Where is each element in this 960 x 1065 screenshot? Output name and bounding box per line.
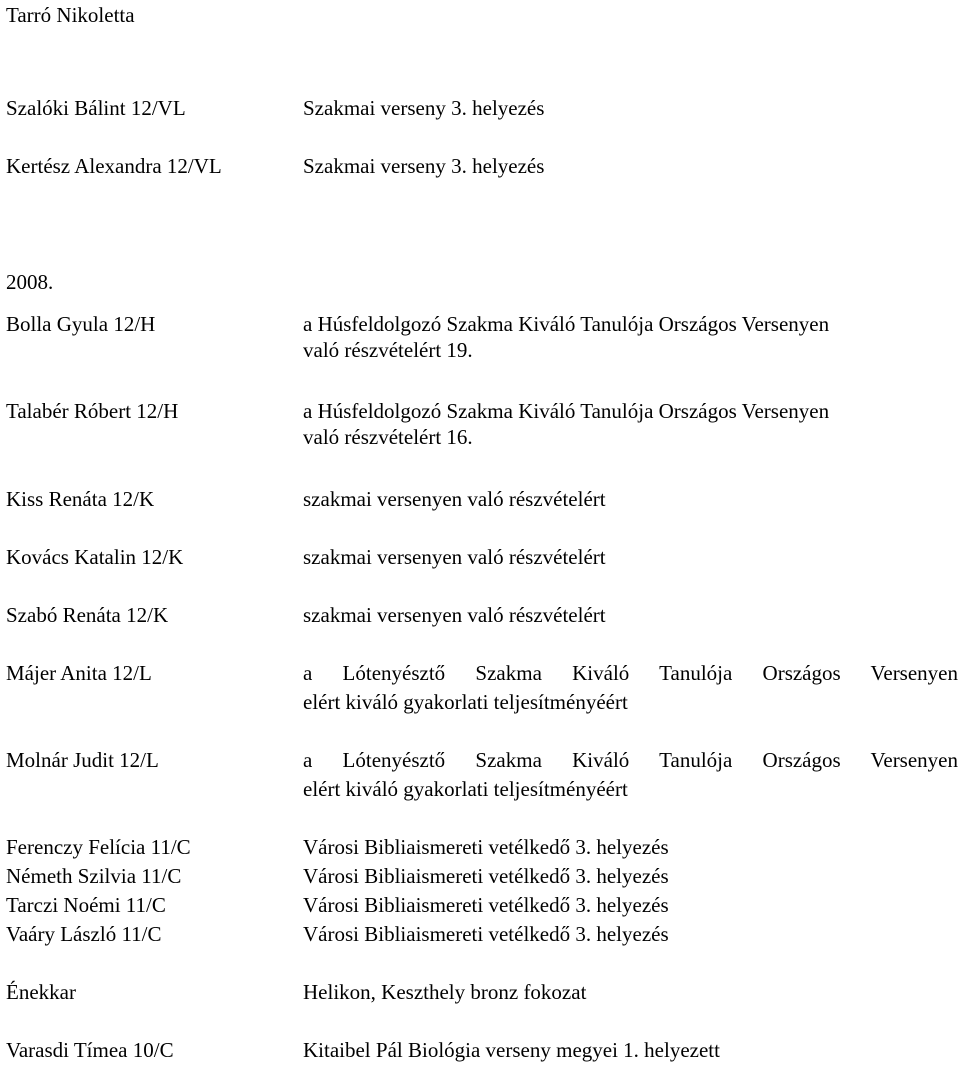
student-name: Májer Anita 12/L [6, 661, 152, 685]
achievement-text: elért kiváló gyakorlati teljesítményéért [303, 777, 628, 801]
teacher-name: Tarró Nikoletta [6, 3, 135, 27]
student-name: Szabó Renáta 12/K [6, 603, 169, 627]
student-name: Kiss Renáta 12/K [6, 487, 155, 511]
student-name: Molnár Judit 12/L [6, 748, 159, 772]
achievement-text: Kitaibel Pál Biológia verseny megyei 1. helyezett [303, 1038, 720, 1062]
student-name: Vaáry László 11/C [6, 922, 162, 946]
student-name: Kertész Alexandra 12/VL [6, 154, 222, 178]
achievement-text: való részvételért 19. [303, 338, 473, 362]
achievement-text: Városi Bibliaismereti vetélkedő 3. helyezés [303, 835, 669, 859]
achievement-text: a Húsfeldolgozó Szakma Kiváló Tanulója Országos Versenyen [303, 312, 830, 336]
year-heading: 2008. [6, 270, 54, 294]
student-name: Tarczi Noémi 11/C [6, 893, 166, 917]
achievement-text: a Húsfeldolgozó Szakma Kiváló Tanulója Országos Versenyen [303, 399, 830, 423]
student-name: Ferenczy Felícia 11/C [6, 835, 191, 859]
achievement-text: való részvételért 16. [303, 425, 473, 449]
achievement-text: Városi Bibliaismereti vetélkedő 3. helyezés [303, 893, 669, 917]
achievement-text: szakmai versenyen való részvételért [303, 487, 606, 511]
student-name: Németh Szilvia 11/C [6, 864, 182, 888]
student-name: Szalóki Bálint 12/VL [6, 96, 186, 120]
achievement-text: Szakmai verseny 3. helyezés [303, 154, 545, 178]
achievement-text: a Lótenyésztő Szakma Kiváló Tanulója Országos Versenyen [303, 748, 958, 772]
student-name: Talabér Róbert 12/H [6, 399, 179, 423]
achievement-text: Városi Bibliaismereti vetélkedő 3. helyezés [303, 922, 669, 946]
achievement-text: Helikon, Keszthely bronz fokozat [303, 980, 587, 1004]
achievement-text: elért kiváló gyakorlati teljesítményéért [303, 690, 628, 714]
student-name: Varasdi Tímea 10/C [6, 1038, 174, 1062]
achievement-text: szakmai versenyen való részvételért [303, 545, 606, 569]
achievement-text: Szakmai verseny 3. helyezés [303, 96, 545, 120]
student-name: Bolla Gyula 12/H [6, 312, 156, 336]
achievement-text: szakmai versenyen való részvételért [303, 603, 606, 627]
achievement-text: a Lótenyésztő Szakma Kiváló Tanulója Országos Versenyen [303, 661, 958, 685]
student-name: Kovács Katalin 12/K [6, 545, 184, 569]
achievement-text: Városi Bibliaismereti vetélkedő 3. helyezés [303, 864, 669, 888]
group-name: Énekkar [6, 980, 76, 1004]
